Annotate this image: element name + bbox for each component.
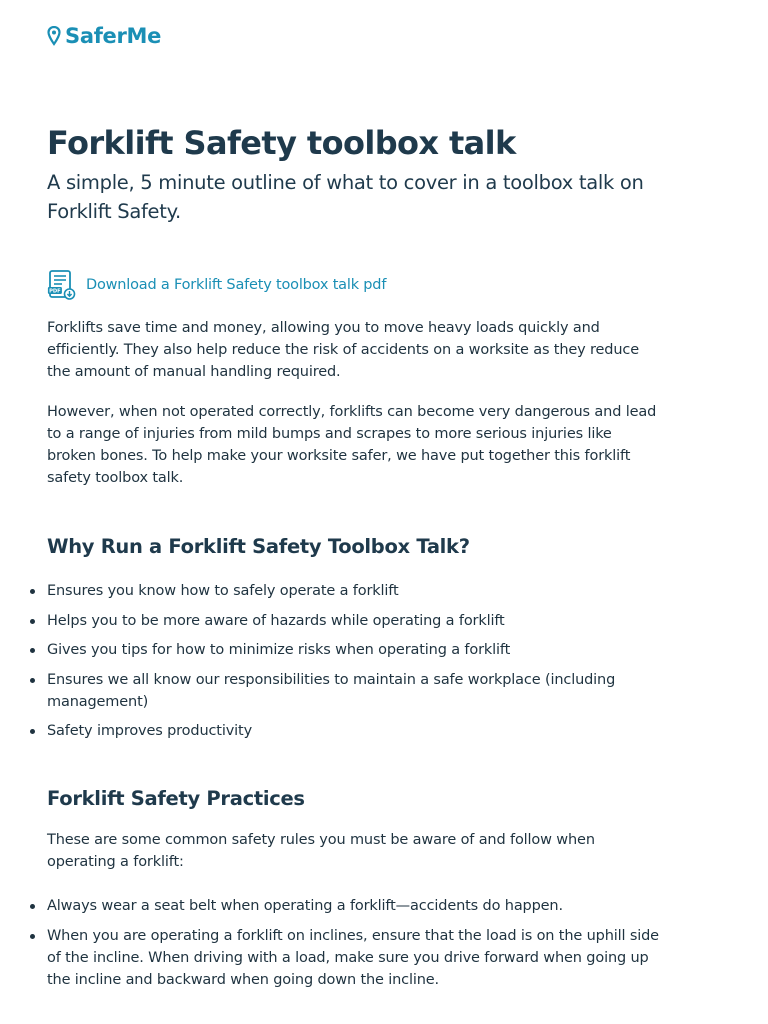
- list-item: Helps you to be more aware of hazards while operating a forklift: [47, 610, 659, 632]
- list-item: Safety improves productivity: [47, 720, 659, 742]
- download-pdf-link[interactable]: [47, 269, 386, 301]
- saferme-logo[interactable]: [47, 24, 161, 48]
- pdf-document-icon: [47, 269, 77, 301]
- svg-text:PDF: PDF: [49, 288, 61, 295]
- why-list: [47, 580, 659, 750]
- list-item: Gives you tips for how to minimize risks when operating a forklift: [47, 639, 659, 661]
- practices-section-heading: Forklift Safety Practices: [47, 787, 305, 810]
- practices-intro: These are some common safety rules you must be aware of and follow when operating a forklift:: [47, 832, 595, 870]
- intro-paragraph: However, when not operated correctly, forklifts can become very dangerous and lead to a range of injuries from mild bumps and scrapes to more serious injuries like broken bones. To help make your worksite safer, we have put together this forklift safety toolbox talk.: [47, 404, 657, 486]
- download-link-label: Download a Forklift Safety toolbox talk pdf: [86, 277, 387, 293]
- list-item: Ensures we all know our responsibilities to maintain a safe workplace (including management): [47, 669, 659, 713]
- list-item: Always wear a seat belt when operating a forklift—accidents do happen.: [47, 895, 659, 917]
- page-subtitle: A simple, 5 minute outline of what to cover in a toolbox talk on Forklift Safety.: [47, 171, 644, 223]
- location-pin-icon: [47, 26, 61, 46]
- list-item: Ensures you know how to safely operate a forklift: [47, 580, 659, 602]
- intro-paragraph: Forklifts save time and money, allowing you to move heavy loads quickly and efficiently. They also help reduce the risk of accidents on a worksite as they reduce the amount of manual handling required.: [47, 320, 639, 380]
- list-item: When you are operating a forklift on inclines, ensure that the load is on the uphill side of the incline. When driving with a load, make sure you drive forward when going up the incline and backward when going down the incline.: [47, 925, 659, 991]
- practices-list: [47, 895, 659, 998]
- brand-name: SaferMe: [65, 24, 162, 48]
- page-title: Forklift Safety toolbox talk: [47, 124, 516, 162]
- why-section-heading: Why Run a Forklift Safety Toolbox Talk?: [47, 535, 470, 558]
